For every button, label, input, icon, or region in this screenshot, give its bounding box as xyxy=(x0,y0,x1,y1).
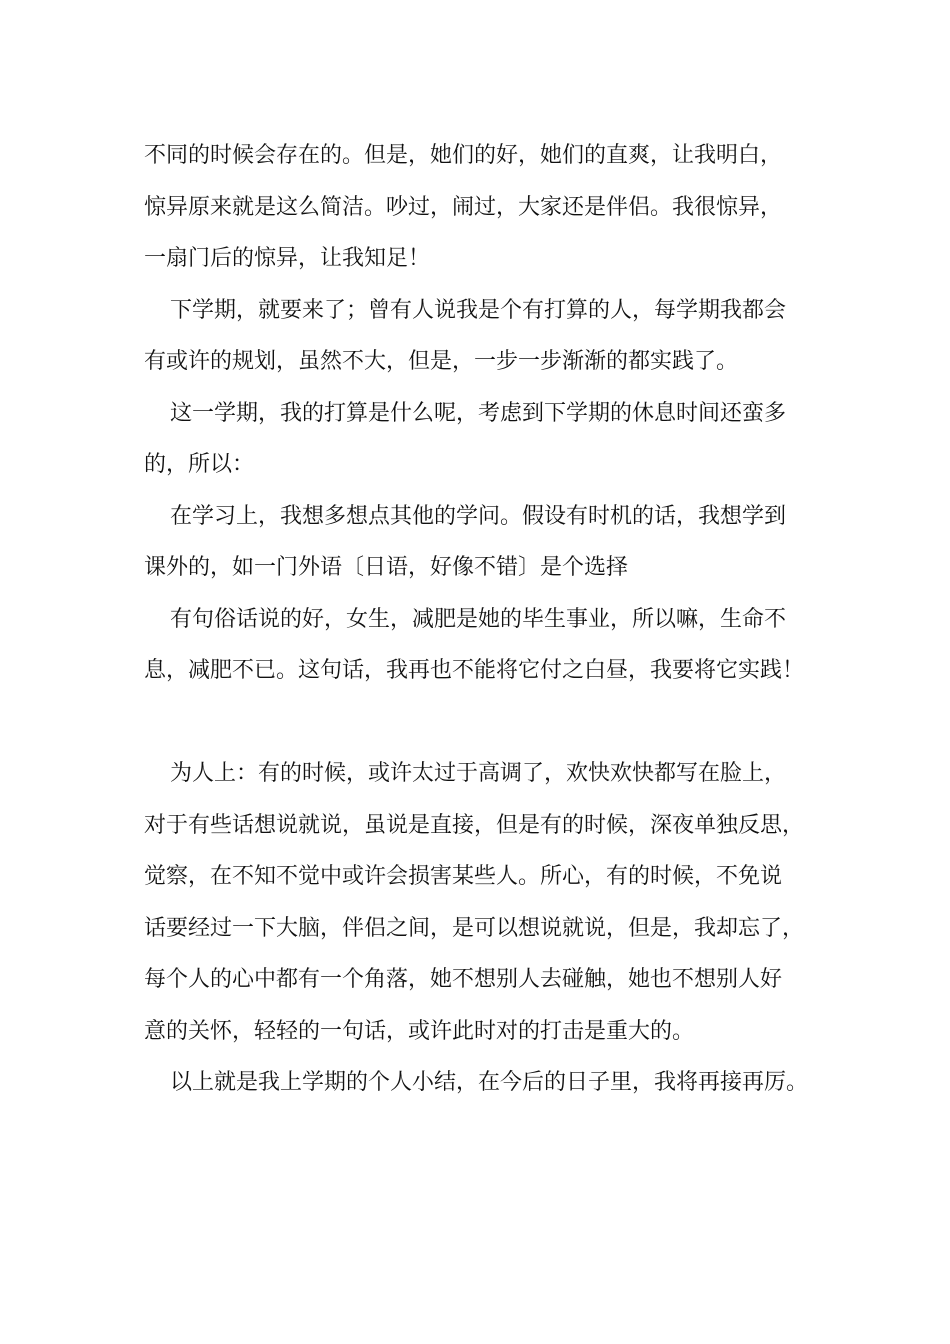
blank-line xyxy=(144,697,834,749)
text-line: 觉察，在不知不觉中或许会损害某些人。所心，有的时候，不免说 xyxy=(144,864,783,889)
text-line: 惊异原来就是这么简洁。吵过，闹过，大家还是伴侣。我很惊异， xyxy=(144,194,783,220)
document-body xyxy=(144,130,834,1109)
paragraph-start-line: 下学期，就要来了；曾有人说我是个有打算的人，每学期我都会 xyxy=(170,297,787,323)
text-line: 有或许的规划，虽然不大，但是，一步一步渐渐的都实践了。 xyxy=(144,349,739,374)
text-line: 的，所以： xyxy=(144,452,255,477)
paragraph-start-line: 为人上：有的时候，或许太过于高调了，欢快欢快都写在脸上， xyxy=(170,761,787,786)
text-line: 每个人的心中都有一个角落，她不想别人去碰触，她也不想别人好 xyxy=(144,967,783,992)
text-line: 对于有些话想说就说，虽说是直接，但是有的时候，深夜单独反思， xyxy=(144,812,805,838)
text-line: 一扇门后的惊异，让我知足！ xyxy=(144,246,431,271)
paragraph-start-line: 有句俗话说的好，女生，减肥是她的毕生事业，所以嘛，生命不 xyxy=(170,606,787,632)
paragraph-start-line: 这一学期，我的打算是什么呢，考虑到下学期的休息时间还蛮多 xyxy=(170,400,787,426)
text-line: 不同的时候会存在的。但是，她们的好，她们的直爽，让我明白， xyxy=(144,143,783,168)
text-line: 意的关怀，轻轻的一句话，或许此时对的打击是重大的。 xyxy=(144,1018,695,1044)
text-line: 课外的，如一门外语〔日语，好像不错〕是个选择 xyxy=(144,555,629,580)
text-line: 息，减肥不已。这句话，我再也不能将它付之白昼，我要将它实践！ xyxy=(144,658,805,683)
paragraph-start-line: 在学习上，我想多想点其他的学问。假设有时机的话，我想学到 xyxy=(170,503,787,529)
text-line: 话要经过一下大脑，伴侣之间，是可以想说就说，但是，我却忘了， xyxy=(144,915,805,941)
paragraph-start-line: 以上就是我上学期的个人小结，在今后的日子里，我将再接再厉。 xyxy=(170,1070,809,1095)
